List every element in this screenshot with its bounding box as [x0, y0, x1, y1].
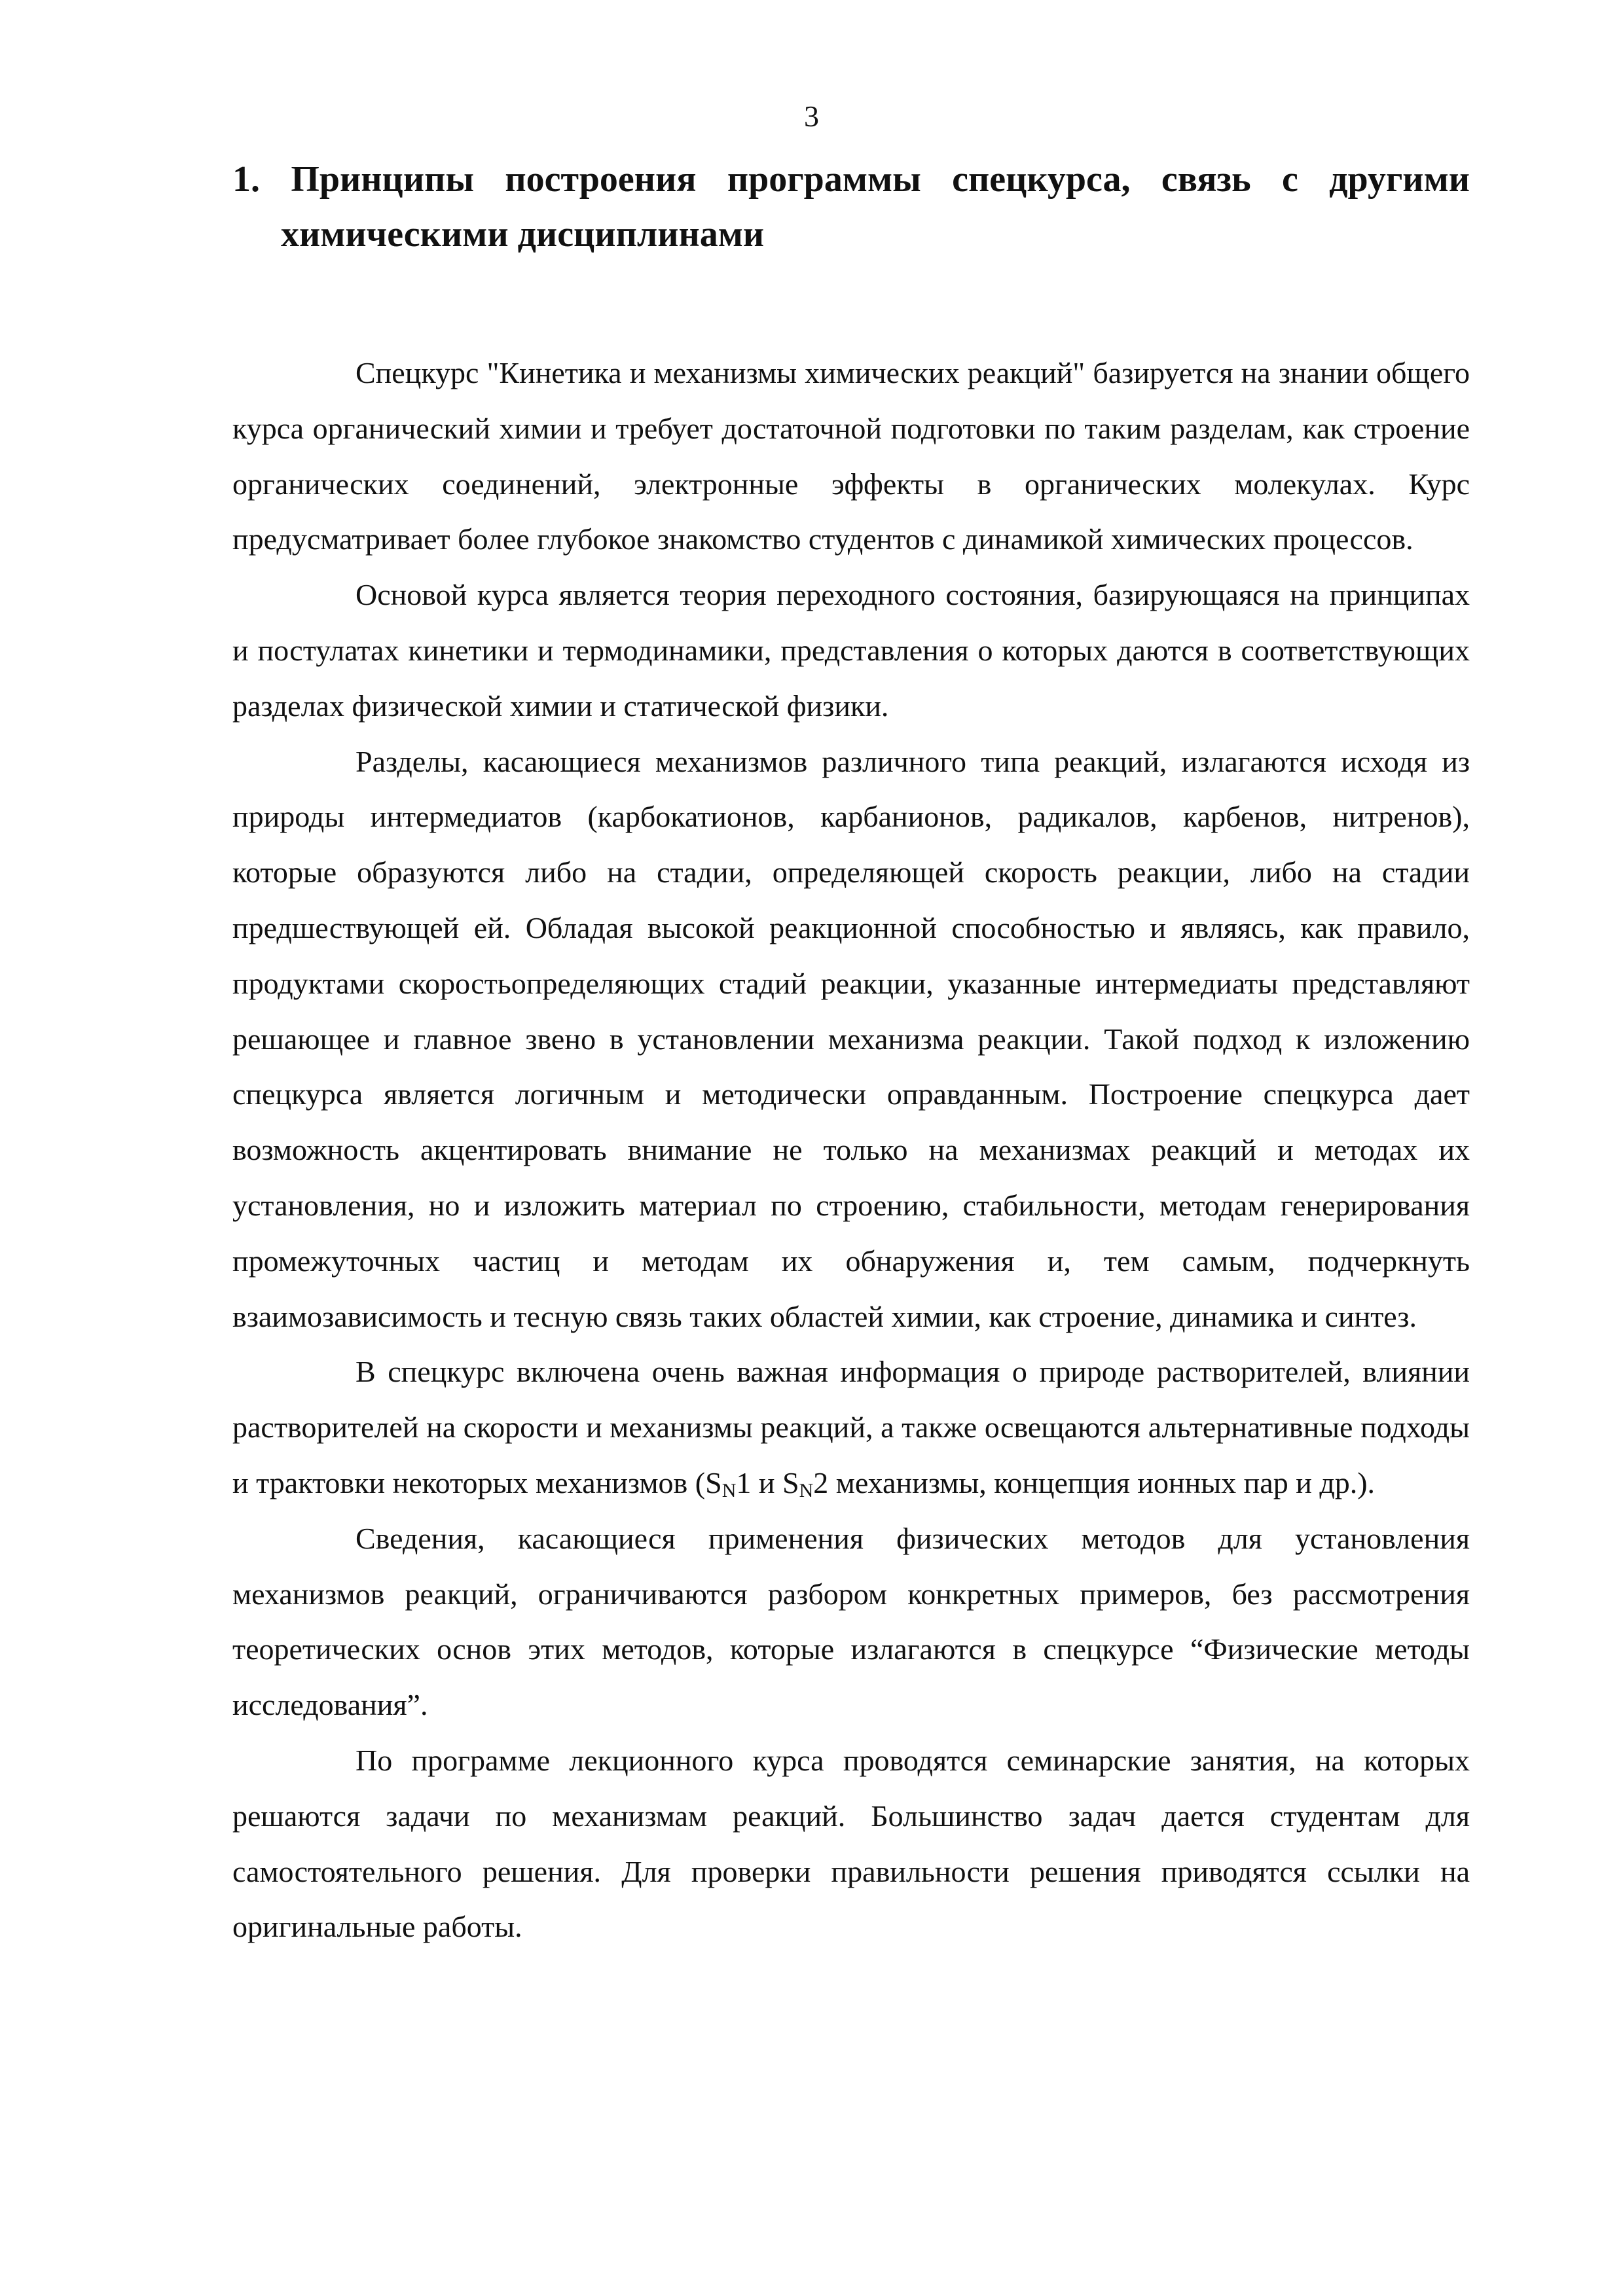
section-number: 1. [232, 159, 260, 200]
section-heading [232, 152, 1470, 262]
subscript-n: N [799, 1479, 814, 1501]
subscript-n: N [721, 1479, 737, 1501]
paragraph-4-text-c: 2 механизмы, концепция ионных пар и др.). [813, 1465, 1376, 1499]
paragraph-5: Сведения, касающиеся применения физических методов для установления механизмов реакций, ограничиваются разбором конкретных примеров, без рассмотрения теоретических основ этих методов, которые излагаются в спецкурсе “Физические методы исследования”. [232, 1521, 1470, 1722]
paragraph-4-text-a: В спецкурс включена очень важная информация о природе растворителей, влиянии растворителей на скорости и механизмы реакций, а также освещаются альтернативные подходы и трактовки некоторых механизмов (S [232, 1355, 1470, 1499]
paragraph-4 [232, 1344, 1470, 1511]
heading-word: спецкурса, [952, 159, 1131, 200]
heading-word: с [1281, 159, 1298, 200]
heading-word: связь [1161, 159, 1251, 200]
page-number: 3 [804, 99, 819, 133]
paragraph-2: Основой курса является теория переходного состояния, базирующаяся на принципах и постулатах кинетики и термодинамики, представления о которых даются в соответствующих разделах физической химии и статической физики. [232, 578, 1470, 723]
heading-word: программы [727, 159, 921, 200]
paragraph-4-text-b: 1 и S [736, 1465, 799, 1499]
body-text [232, 346, 1470, 1955]
heading-word: Принципы [291, 159, 475, 200]
heading-word: другими [1329, 159, 1470, 200]
paragraph-6: По программе лекционного курса проводятся семинарские занятия, на которых решаются задачи по механизмам реакций. Большинство задач дается студентам для самостоятельного решения. Для проверки правильности решения приводятся ссылки на оригинальные работы. [232, 1743, 1470, 1944]
paragraph-1: Спецкурс "Кинетика и механизмы химических реакций" базируется на знании общего курса органический химии и требует достаточной подготовки по таким разделам, как строение органических соединений, электронные эффекты в органических молекулах. Курс предусматривает более глубокое знакомство студентов с динамикой химических процессов. [232, 356, 1470, 556]
section-heading-line1 [232, 152, 1470, 207]
heading-word: построения [505, 159, 697, 200]
section-heading-line2: химическими дисциплинами [281, 214, 765, 255]
paragraph-3: Разделы, касающиеся механизмов различного типа реакций, излагаются исходя из природы интермедиатов (карбокатионов, карбанионов, радикалов, карбенов, нитренов), которые образуются либо на стадии, определяющей скорость реакции, либо на стадии предшествующей ей. Обладая высокой реакционной способностью и являясь, как правило, продуктами скоростьопределяющих стадий реакции, указанные интермедиаты представляют решающее и главное звено в установлении механизма реакции. Такой подход к изложению спецкурса является логичным и методически оправданным. Построение спецкурса дает возможность акцентировать внимание не только на механизмах реакций и методах их установления, но и изложить материал по строению, стабильности, методам генерирования промежуточных частиц и методам их обнаружения и, тем самым, подчеркнуть взаимозависимость и тесную связь таких областей химии, как строение, динамика и синтез. [232, 744, 1470, 1333]
